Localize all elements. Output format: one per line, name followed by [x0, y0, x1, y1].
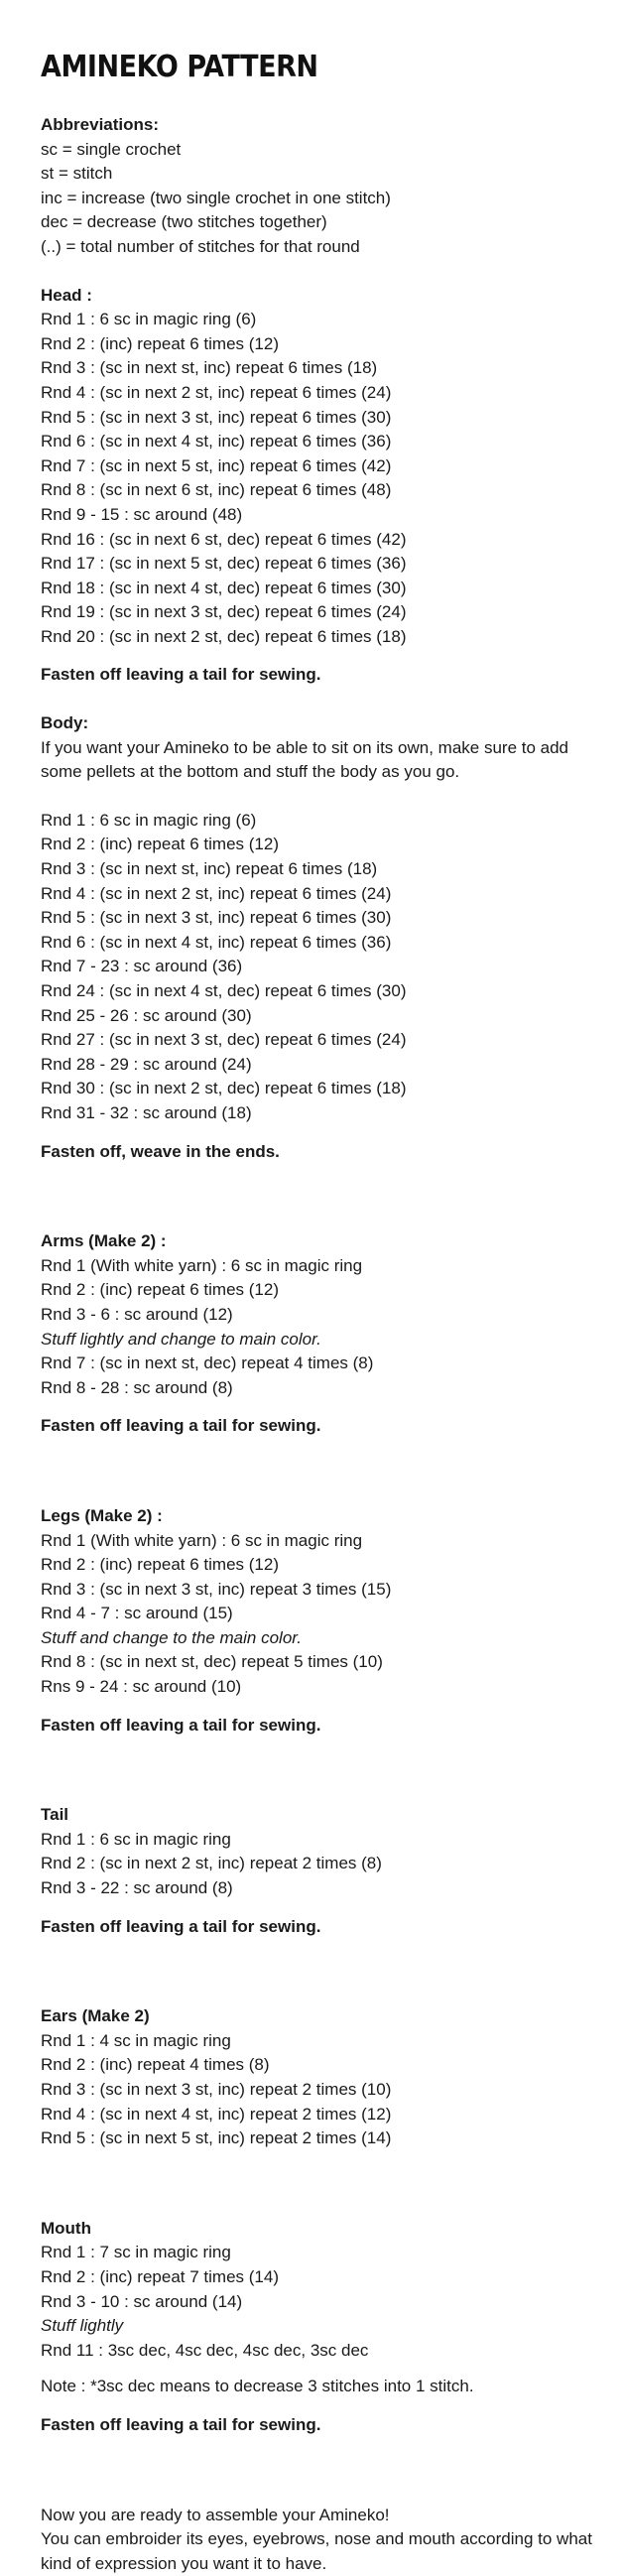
abbreviation-line: dec = decrease (two stitches together) [41, 212, 327, 232]
round-line: Rnd 7 : (sc in next 5 st, inc) repeat 6 times (42) [41, 455, 392, 475]
round-line: Rnd 3 - 6 : sc around (12) [41, 1304, 233, 1324]
round-line: Rnd 28 - 29 : sc around (24) [41, 1054, 252, 1074]
closing-paragraph: You can embroider its eyes, eyebrows, nose and mouth according to what kind of expression you want it to have. [41, 2529, 592, 2573]
round-line: Rnd 1 : 4 sc in magic ring [41, 2030, 231, 2050]
head-heading: Head : [41, 285, 92, 305]
round-line: Rnd 31 - 32 : sc around (18) [41, 1102, 252, 1122]
tail-heading: Tail [41, 1805, 69, 1825]
round-line: Rnd 7 - 23 : sc around (36) [41, 957, 243, 976]
round-line: Rnd 2 : (inc) repeat 6 times (12) [41, 1555, 279, 1575]
fasten-off-note: Fasten off, weave in the ends. [41, 1141, 280, 1161]
tail-section [41, 1803, 593, 1939]
arms-heading: Arms (Make 2) : [41, 1231, 167, 1251]
round-line: Rnd 24 : (sc in next 4 st, dec) repeat 6 times (30) [41, 981, 407, 1000]
round-line: Rnd 2 : (inc) repeat 4 times (8) [41, 2055, 270, 2075]
legs-heading: Legs (Make 2) : [41, 1505, 163, 1525]
round-line: Rnd 2 : (inc) repeat 6 times (12) [41, 835, 279, 854]
round-line: Rnd 4 : (sc in next 2 st, inc) repeat 6 times (24) [41, 883, 392, 903]
round-line: Rnd 25 - 26 : sc around (30) [41, 1005, 252, 1025]
closing-section [41, 2504, 593, 2576]
round-line: Rnd 4 - 7 : sc around (15) [41, 1604, 233, 1623]
page-title: AMINEKO PATTERN [41, 50, 318, 84]
ears-section [41, 2004, 593, 2151]
decrease-note: Note : *3sc dec means to decrease 3 stitches into 1 stitch. [41, 2377, 474, 2396]
round-line: Rnd 3 : (sc in next st, inc) repeat 6 times (18) [41, 859, 378, 879]
round-line: Rnd 2 : (inc) repeat 6 times (12) [41, 333, 279, 353]
round-line: Rnd 3 : (sc in next 3 st, inc) repeat 3 times (15) [41, 1579, 392, 1599]
round-line: Rnd 4 : (sc in next 4 st, inc) repeat 2 times (12) [41, 2104, 392, 2124]
abbreviation-line: st = stitch [41, 164, 113, 184]
round-line: Rnd 1 (With white yarn) : 6 sc in magic ring [41, 1255, 363, 1275]
round-line: Rnd 1 : 6 sc in magic ring (6) [41, 810, 257, 830]
abbreviations-section [41, 113, 593, 260]
round-line: Rnd 5 : (sc in next 5 st, inc) repeat 2 times (14) [41, 2128, 392, 2148]
abbreviation-line: inc = increase (two single crochet in one stitch) [41, 188, 391, 207]
round-line: Rnd 5 : (sc in next 3 st, inc) repeat 6 times (30) [41, 908, 392, 928]
fasten-off-note: Fasten off leaving a tail for sewing. [41, 2414, 321, 2434]
mouth-heading: Mouth [41, 2218, 91, 2238]
round-line: Rnd 6 : (sc in next 4 st, inc) repeat 6 times (36) [41, 932, 392, 952]
fasten-off-note: Fasten off leaving a tail for sewing. [41, 665, 321, 685]
body-heading: Body: [41, 713, 89, 733]
round-line: Rnd 8 - 28 : sc around (8) [41, 1377, 233, 1397]
instruction-note: Stuff lightly [41, 2316, 124, 2336]
round-line: Rnd 11 : 3sc dec, 4sc dec, 4sc dec, 3sc dec [41, 2340, 369, 2360]
abbreviation-line: sc = single crochet [41, 139, 182, 159]
round-line: Rnd 3 : (sc in next st, inc) repeat 6 times (18) [41, 358, 378, 378]
body-intro: If you want your Amineko to be able to sit on its own, make sure to add some pellets at the bottom and stuff the body as you go. [41, 737, 569, 782]
head-section [41, 284, 593, 689]
round-line: Rnd 8 : (sc in next st, dec) repeat 5 times (10) [41, 1652, 383, 1672]
body-section [41, 711, 593, 1164]
round-line: Rnd 5 : (sc in next 3 st, inc) repeat 6 times (30) [41, 407, 392, 427]
arms-section [41, 1229, 593, 1439]
round-line: Rnd 17 : (sc in next 5 st, dec) repeat 6 times (36) [41, 554, 407, 574]
round-line: Rnd 1 : 7 sc in magic ring [41, 2243, 231, 2262]
round-line: Rnd 4 : (sc in next 2 st, inc) repeat 6 times (24) [41, 382, 392, 402]
round-line: Rnd 20 : (sc in next 2 st, dec) repeat 6 times (18) [41, 626, 407, 646]
fasten-off-note: Fasten off leaving a tail for sewing. [41, 1916, 321, 1936]
round-line: Rnd 1 : 6 sc in magic ring [41, 1829, 231, 1849]
closing-line: Now you are ready to assemble your Amineko! [41, 2505, 390, 2524]
round-line: Rnd 2 : (inc) repeat 6 times (12) [41, 1280, 279, 1300]
mouth-section [41, 2217, 593, 2438]
ears-heading: Ears (Make 2) [41, 2006, 150, 2026]
round-line: Rnd 1 : 6 sc in magic ring (6) [41, 310, 257, 329]
round-line: Rnd 2 : (sc in next 2 st, inc) repeat 2 times (8) [41, 1854, 382, 1873]
instruction-note: Stuff and change to the main color. [41, 1627, 303, 1647]
abbreviations-heading: Abbreviations: [41, 115, 160, 134]
round-line: Rnd 3 : (sc in next 3 st, inc) repeat 2 times (10) [41, 2080, 392, 2099]
round-line: Rnd 18 : (sc in next 4 st, dec) repeat 6 times (30) [41, 578, 407, 597]
round-line: Rns 9 - 24 : sc around (10) [41, 1677, 242, 1697]
round-line: Rnd 16 : (sc in next 6 st, dec) repeat 6 times (42) [41, 529, 407, 549]
round-line: Rnd 6 : (sc in next 4 st, inc) repeat 6 times (36) [41, 432, 392, 451]
round-line: Rnd 7 : (sc in next st, dec) repeat 4 times (8) [41, 1353, 374, 1373]
fasten-off-note: Fasten off leaving a tail for sewing. [41, 1715, 321, 1735]
legs-section [41, 1504, 593, 1738]
round-line: Rnd 9 - 15 : sc around (48) [41, 504, 243, 524]
round-line: Rnd 27 : (sc in next 3 st, dec) repeat 6 times (24) [41, 1030, 407, 1050]
round-line: Rnd 3 - 10 : sc around (14) [41, 2291, 243, 2311]
fasten-off-note: Fasten off leaving a tail for sewing. [41, 1416, 321, 1436]
round-line: Rnd 2 : (inc) repeat 7 times (14) [41, 2266, 279, 2286]
round-line: Rnd 19 : (sc in next 3 st, dec) repeat 6 times (24) [41, 602, 407, 622]
abbreviation-line: (..) = total number of stitches for that round [41, 236, 360, 256]
instruction-note: Stuff lightly and change to main color. [41, 1329, 321, 1349]
round-line: Rnd 3 - 22 : sc around (8) [41, 1878, 233, 1898]
round-line: Rnd 8 : (sc in next 6 st, inc) repeat 6 times (48) [41, 480, 392, 500]
round-line: Rnd 1 (With white yarn) : 6 sc in magic ring [41, 1530, 363, 1550]
round-line: Rnd 30 : (sc in next 2 st, dec) repeat 6 times (18) [41, 1079, 407, 1098]
